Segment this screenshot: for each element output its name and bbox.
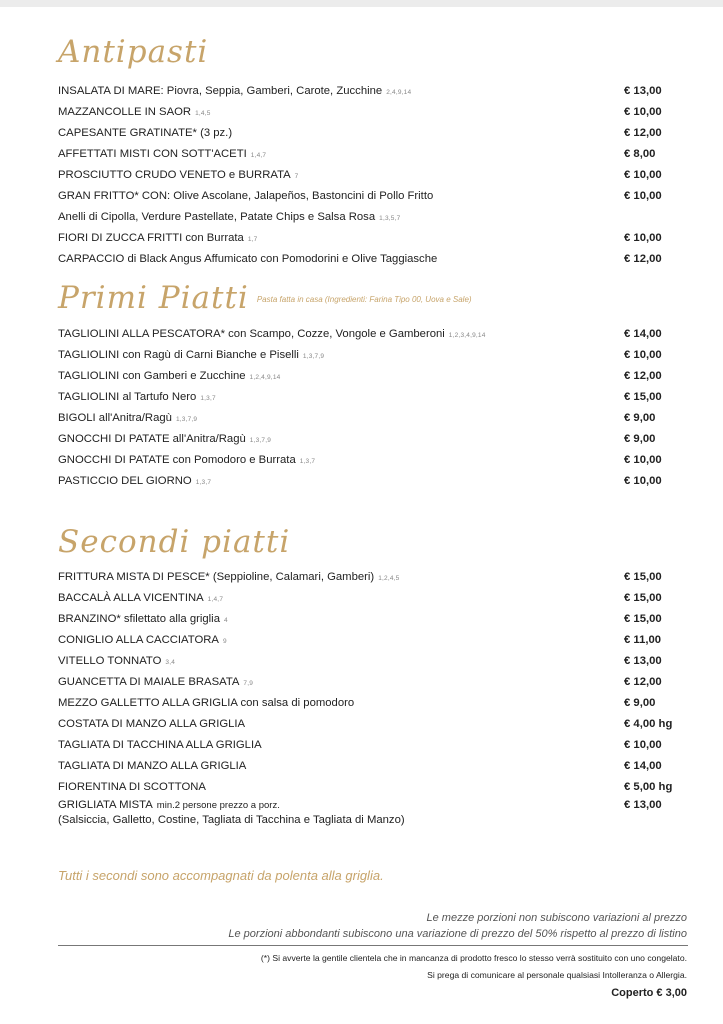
- item-name: [58, 693, 354, 713]
- item-title: GNOCCHI DI PATATE all'Anitra/Ragù: [58, 433, 246, 445]
- item-title: PASTICCIO DEL GIORNO: [58, 475, 192, 487]
- menu-item: [58, 777, 673, 797]
- item-price: € 10,00: [624, 190, 662, 202]
- item-allergens: 7: [294, 173, 299, 180]
- item-price: € 10,00: [624, 454, 662, 466]
- menu-item: [58, 429, 670, 449]
- menu-item: [58, 756, 670, 776]
- item-title: Anelli di Cipolla, Verdure Pastellate, Patate Chips e Salsa Rosa: [58, 211, 376, 223]
- item-allergens: 1,3,7: [195, 479, 212, 486]
- item-price: € 10,00: [624, 106, 662, 118]
- item-name: [58, 609, 228, 631]
- item-title: PROSCIUTTO CRUDO VENETO e BURRATA: [58, 169, 291, 181]
- frozen-notice: (*) Si avverte la gentile clientela che in mancanza di prodotto fresco lo stesso verrà sostituito con uno congelato.: [260, 953, 687, 963]
- top-bar: [0, 0, 723, 7]
- item-allergens: 4: [223, 617, 228, 624]
- menu-item: [58, 630, 670, 650]
- item-title: TAGLIATA DI TACCHINA ALLA GRIGLIA: [58, 739, 262, 751]
- item-allergens: 1,4,7: [250, 152, 267, 159]
- menu-item: [58, 345, 670, 365]
- item-price: € 9,00: [624, 412, 656, 424]
- menu-item: [58, 387, 670, 407]
- item-price: € 12,00: [624, 127, 662, 139]
- item-allergens: 1,2,3,4,9,14: [448, 332, 486, 339]
- item-allergens: 1,2,4,5: [378, 575, 400, 582]
- item-name: [58, 756, 246, 776]
- item-price: € 10,00: [624, 739, 662, 751]
- item-price: € 15,00: [624, 592, 662, 604]
- item-allergens: 1,2,4,9,14: [249, 374, 281, 381]
- item-title: GNOCCHI DI PATATE con Pomodoro e Burrata: [58, 454, 296, 466]
- item-title: TAGLIOLINI con Gamberi e Zucchine: [58, 370, 246, 382]
- menu-item: [58, 324, 670, 344]
- item-allergens: 1,4,7: [207, 596, 224, 603]
- menu-item: [58, 450, 670, 470]
- divider: [58, 945, 688, 946]
- item-title: BRANZINO* sfilettato alla griglia: [58, 613, 220, 625]
- menu-item: [58, 186, 670, 206]
- item-allergens: 2,4,9,14: [386, 89, 412, 96]
- item-title: BACCALÀ ALLA VICENTINA: [58, 592, 204, 604]
- menu-item: [58, 366, 670, 386]
- menu-item: [58, 408, 670, 428]
- item-name: [58, 651, 175, 673]
- item-allergens: 3,4: [165, 659, 176, 666]
- item-title: GRAN FRITTO* CON: Olive Ascolane, Jalapeños, Bastoncini di Pollo Fritto: [58, 190, 434, 202]
- item-name: [58, 777, 206, 797]
- item-title: TAGLIOLINI al Tartufo Nero: [58, 391, 197, 403]
- item-price: € 5,00 hg: [624, 781, 673, 793]
- item-allergens: 1,3,7,9: [175, 416, 198, 423]
- item-title: BIGOLI all'Anitra/Ragù: [58, 412, 172, 424]
- polenta-note: Tutti i secondi sono accompagnati da polenta alla griglia.: [58, 868, 384, 883]
- item-title: TAGLIOLINI con Ragù di Carni Bianche e Piselli: [58, 349, 299, 361]
- item-name: [58, 450, 315, 472]
- item-name: [58, 408, 197, 430]
- item-allergens: 1,4,5: [195, 110, 211, 117]
- menu-item: [58, 207, 670, 227]
- item-price: € 10,00: [624, 169, 662, 181]
- menu-item: [58, 798, 670, 830]
- menu-item: [58, 228, 670, 248]
- menu-item: [58, 693, 670, 713]
- menu-item: [58, 651, 670, 671]
- menu-item: [58, 672, 670, 692]
- item-name: [58, 387, 216, 409]
- item-allergens: 1,3,7,9: [302, 353, 325, 360]
- item-title: VITELLO TONNATO: [58, 655, 162, 667]
- item-price: € 8,00: [624, 148, 656, 160]
- item-title: AFFETTATI MISTI CON SOTT'ACETI: [58, 148, 247, 160]
- item-price: € 13,00: [624, 655, 662, 667]
- half-portions-note: Le mezze porzioni non subiscono variazioni al prezzo: [426, 912, 687, 924]
- item-name: [58, 429, 271, 451]
- item-title: FIORENTINA DI SCOTTONA: [58, 781, 206, 793]
- primi-title-text: Primi Piatti: [58, 280, 249, 316]
- menu-item: [58, 567, 670, 587]
- item-title: FIORI DI ZUCCA FRITTI con Burrata: [58, 232, 244, 244]
- item-name: [58, 588, 223, 610]
- item-title: COSTATA DI MANZO ALLA GRIGLIA: [58, 718, 246, 730]
- item-price: € 10,00: [624, 475, 662, 487]
- item-title: MEZZO GALLETTO ALLA GRIGLIA con salsa di pomodoro: [58, 697, 355, 709]
- item-price: € 14,00: [624, 760, 662, 772]
- item-name: [58, 228, 257, 250]
- item-name: [58, 630, 227, 652]
- primi-note: Pasta fatta in casa (Ingredienti: Farina Tipo 00, Uova e Sale): [256, 295, 472, 304]
- item-allergens: 1,3,7: [200, 395, 216, 402]
- menu-item: [58, 144, 670, 164]
- item-price: € 15,00: [624, 391, 662, 403]
- item-price: € 12,00: [624, 253, 662, 265]
- item-price: € 12,00: [624, 370, 662, 382]
- item-price: € 13,00: [624, 85, 662, 97]
- large-portions-note: Le porzioni abbondanti subiscono una variazione di prezzo del 50% rispetto al prezzo di listino: [228, 928, 687, 940]
- item-name: [58, 102, 211, 124]
- item-description: (Salsiccia, Galletto, Costine, Tagliata di Tacchina e Tagliata di Manzo): [58, 814, 405, 826]
- item-allergens: 9: [222, 638, 227, 645]
- item-name: [58, 207, 400, 229]
- menu-item: [58, 165, 670, 185]
- item-name: [58, 186, 433, 206]
- item-title: CONIGLIO ALLA CACCIATORA: [58, 634, 219, 646]
- item-name: [58, 123, 232, 143]
- menu-item: [58, 471, 670, 491]
- item-allergens: 7,9: [243, 680, 254, 687]
- item-name: [58, 798, 280, 813]
- item-name: [58, 81, 411, 103]
- item-price: € 13,00: [624, 799, 662, 811]
- item-price: € 11,00: [624, 634, 662, 646]
- item-price: € 14,00: [624, 328, 662, 340]
- item-title: FRITTURA MISTA DI PESCE* (Seppioline, Calamari, Gamberi): [58, 571, 375, 583]
- section-title-primi: [58, 280, 472, 316]
- item-name: [58, 714, 245, 734]
- section-title-secondi: Secondi piatti: [58, 524, 291, 560]
- item-name: [58, 366, 280, 388]
- item-price: € 9,00: [624, 697, 656, 709]
- item-title: CAPESANTE GRATINATE* (3 pz.): [58, 127, 233, 139]
- item-title: INSALATA DI MARE: Piovra, Seppia, Gamberi, Carote, Zucchine: [58, 85, 383, 97]
- item-name: [58, 144, 266, 166]
- item-name: [58, 567, 399, 589]
- item-title: GRIGLIATA MISTA: [58, 799, 153, 811]
- menu-item: [58, 735, 670, 755]
- item-title: CARPACCIO di Black Angus Affumicato con Pomodorini e Olive Taggiasche: [58, 253, 438, 265]
- item-subtitle: min.2 persone prezzo a porz.: [156, 800, 280, 811]
- item-price: € 15,00: [624, 571, 662, 583]
- item-allergens: 1,3,7,9: [249, 437, 272, 444]
- item-name: [58, 471, 211, 493]
- menu-item: [58, 102, 670, 122]
- menu-item: [58, 588, 670, 608]
- item-title: MAZZANCOLLE IN SAOR: [58, 106, 192, 118]
- item-name: [58, 735, 262, 755]
- item-title: GUANCETTA DI MAIALE BRASATA: [58, 676, 240, 688]
- menu-item: [58, 249, 670, 269]
- item-name: [58, 324, 486, 346]
- item-allergens: 1,3,5,7: [379, 215, 401, 222]
- menu-item: [58, 714, 673, 734]
- item-price: € 10,00: [624, 349, 662, 361]
- section-title-antipasti: Antipasti: [58, 34, 209, 70]
- item-price: € 15,00: [624, 613, 662, 625]
- item-price: € 10,00: [624, 232, 662, 244]
- menu-item: [58, 123, 670, 143]
- allergy-notice: Si prega di comunicare al personale qualsiasi Intolleranza o Allergia.: [427, 970, 687, 980]
- item-allergens: 1,3,7: [299, 458, 316, 465]
- menu-item: [58, 609, 670, 629]
- item-title: TAGLIOLINI ALLA PESCATORA* con Scampo, Cozze, Vongole e Gamberoni: [58, 328, 445, 340]
- item-name: [58, 345, 324, 367]
- cover-charge: Coperto € 3,00: [611, 987, 687, 999]
- item-price: € 9,00: [624, 433, 656, 445]
- item-price: € 12,00: [624, 676, 662, 688]
- item-title: TAGLIATA DI MANZO ALLA GRIGLIA: [58, 760, 247, 772]
- item-name: [58, 672, 253, 694]
- menu-item: [58, 81, 670, 101]
- item-name: [58, 249, 437, 269]
- item-price: € 4,00 hg: [624, 718, 673, 730]
- item-allergens: 1,7: [247, 236, 258, 243]
- item-name: [58, 165, 299, 187]
